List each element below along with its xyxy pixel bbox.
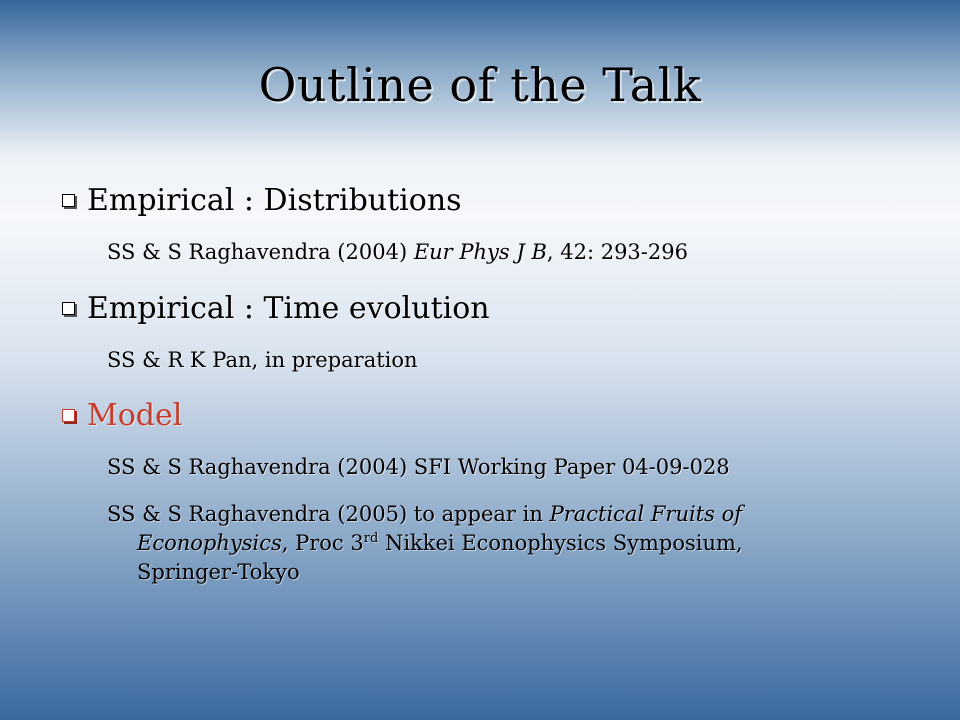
outline-item-empirical-distributions: [62, 183, 462, 218]
slide-title: Outline of the Talk: [258, 58, 702, 112]
reference-line: SS & R K Pan, in preparation: [107, 348, 418, 372]
outline-heading: Empirical : Time evolution: [87, 291, 490, 326]
outline-heading: Model: [87, 398, 183, 433]
checkbox-bullet-icon: [62, 409, 75, 422]
checkbox-bullet-icon: [62, 302, 75, 315]
reference-line: SS & S Raghavendra (2005) to appear in Practical Fruits of Econophysics, Proc 3rd Nikkei Econophysics Symposium, Springer-Tokyo: [107, 502, 743, 584]
outline-item-model: [62, 398, 182, 433]
reference-line: SS & S Raghavendra (2004) Eur Phys J B, 42: 293-296: [107, 240, 688, 264]
checkbox-bullet-icon: [62, 194, 75, 207]
reference-line: SS & S Raghavendra (2004) SFI Working Paper 04-09-028: [107, 455, 730, 479]
outline-heading: Empirical : Distributions: [87, 183, 462, 218]
outline-item-empirical-time-evolution: [62, 291, 490, 326]
